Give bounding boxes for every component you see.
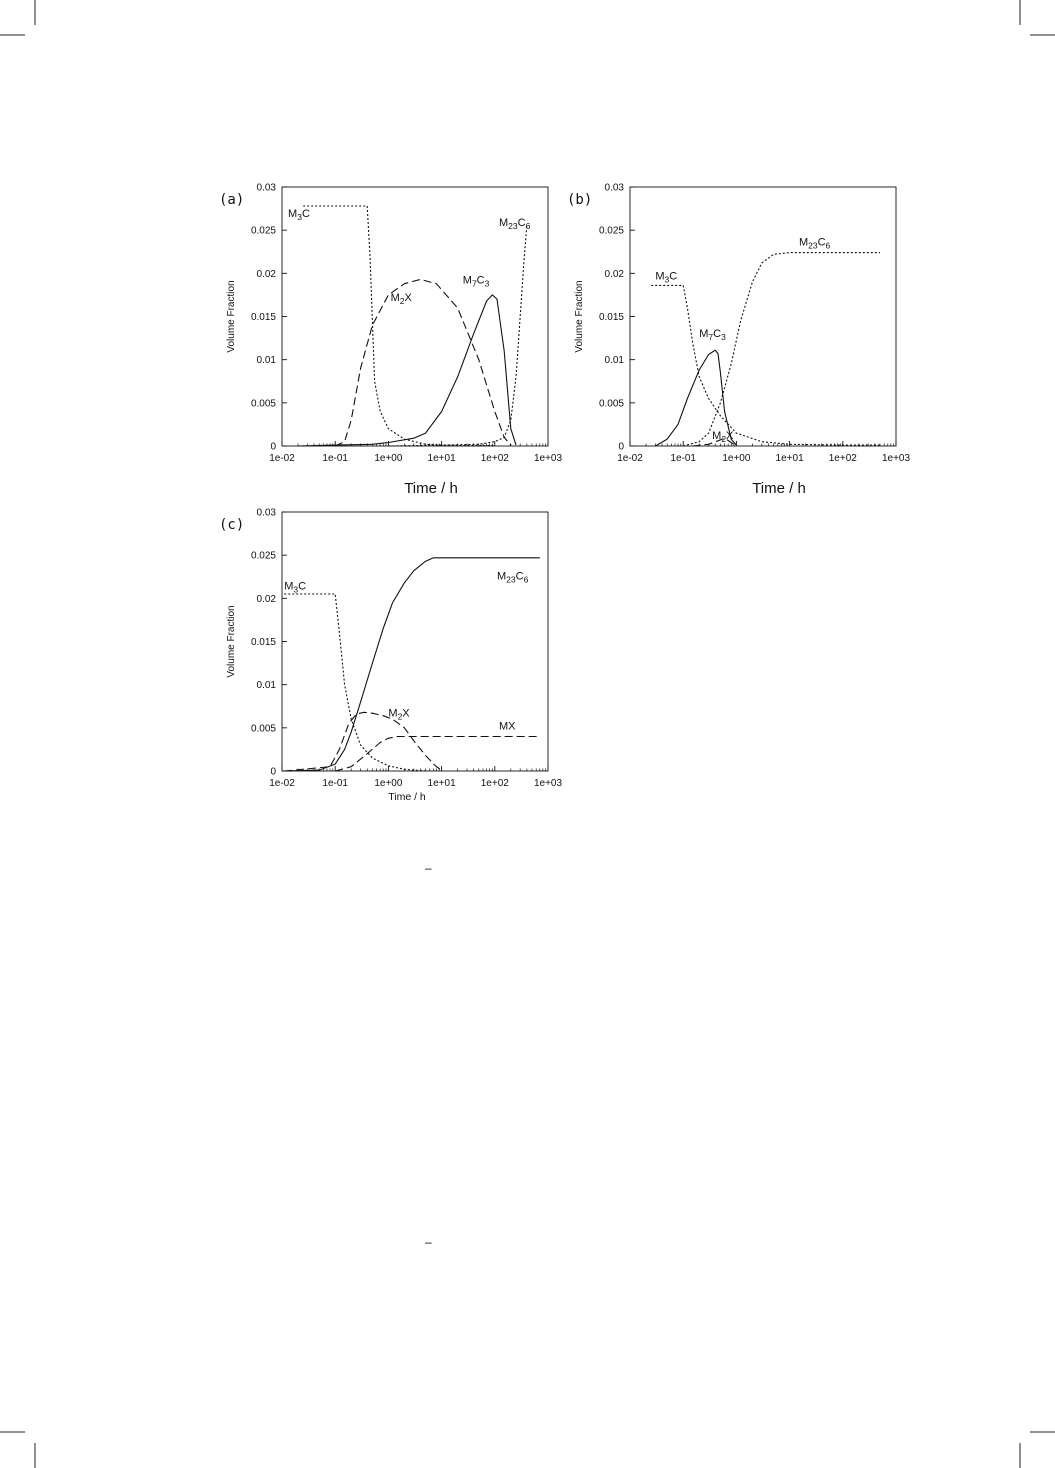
y-axis-label: Volume Fraction: [226, 605, 237, 678]
x-tick-label: 1e-01: [322, 453, 348, 464]
chart-panel: [567, 183, 910, 498]
chart-panel: [219, 183, 562, 498]
stray-dash-mark: –: [425, 861, 432, 875]
series-annotation: $M_2X$: [390, 291, 412, 306]
x-tick-label: 1e+00: [722, 453, 751, 464]
x-axis-label: Time / h: [752, 480, 806, 497]
panel-label: (a): [219, 192, 245, 208]
y-tick-label: 0.005: [598, 398, 624, 410]
series-line: [335, 737, 540, 772]
x-tick-label: 1e+02: [480, 453, 509, 464]
y-tick-label: 0.01: [256, 680, 276, 692]
x-tick-label: 1e+01: [427, 453, 456, 464]
y-tick-label: 0.005: [250, 723, 276, 735]
x-tick-label: 1e-02: [269, 778, 295, 789]
series-annotation: $M_7C_3$: [462, 274, 490, 289]
x-tick-label: 1e+03: [533, 778, 563, 789]
series-line: [335, 279, 511, 446]
y-tick-label: 0.025: [598, 225, 624, 237]
x-tick-label: 1e+02: [828, 453, 857, 464]
series-line: [298, 295, 516, 446]
series-annotation: $M_3C$: [288, 208, 310, 223]
panel-label: (c): [219, 517, 245, 533]
x-tick-label: 1e+02: [480, 778, 509, 789]
y-tick-label: 0: [618, 441, 624, 453]
x-tick-label: 1e+00: [374, 453, 403, 464]
series-annotation: $M_2X$: [388, 707, 410, 722]
y-tick-label: 0.01: [256, 355, 276, 367]
y-tick-label: 0.025: [250, 225, 276, 237]
plot-frame: [630, 187, 896, 446]
series-annotation: $M_{23}C_6$: [497, 570, 529, 585]
y-axis-label: Volume Fraction: [226, 280, 237, 353]
x-tick-label: 1e+03: [881, 453, 911, 464]
y-tick-label: 0: [270, 766, 276, 778]
series-annotation: $M_7C_3$: [699, 328, 726, 343]
series-line: [284, 712, 441, 771]
y-tick-label: 0.015: [250, 312, 276, 323]
series-line: [683, 253, 880, 446]
y-tick-label: 0.015: [598, 312, 624, 323]
y-axis-label: Volume Fraction: [574, 280, 585, 353]
x-axis-label: Time / h: [404, 480, 458, 497]
series-line: [388, 226, 526, 446]
x-tick-label: 1e-01: [322, 778, 348, 789]
series-line: [303, 206, 495, 446]
stray-dash-mark: –: [425, 1235, 432, 1249]
y-tick-label: 0.005: [250, 398, 276, 410]
series-annotation: $M_3C$: [655, 270, 678, 285]
y-tick-label: 0.03: [256, 182, 276, 194]
panel-label: (b): [567, 192, 593, 208]
series-annotation: $M_2X$: [712, 430, 734, 445]
series-line: [651, 285, 880, 445]
y-tick-label: 0.01: [604, 355, 624, 367]
y-tick-label: 0: [270, 441, 276, 453]
x-tick-label: 1e+01: [775, 453, 804, 464]
x-tick-label: 1e+00: [374, 778, 403, 789]
charts-layer: [219, 183, 910, 804]
series-annotation: $M_{23}C_6$: [499, 216, 531, 231]
y-tick-label: 0.02: [256, 268, 276, 280]
series-line: [655, 350, 736, 446]
series-line: [284, 594, 425, 771]
y-tick-label: 0.03: [604, 182, 624, 194]
y-tick-label: 0.02: [604, 268, 624, 280]
x-axis-label: Time / h: [388, 791, 426, 803]
series-annotation: $M_{23}C_6$: [798, 236, 831, 251]
y-tick-label: 0.025: [250, 550, 276, 562]
x-tick-label: 1e-01: [670, 453, 696, 464]
x-tick-label: 1e+01: [427, 778, 456, 789]
series-annotation: MX: [499, 720, 516, 733]
y-tick-label: 0.02: [256, 593, 276, 605]
x-tick-label: 1e-02: [269, 453, 295, 464]
y-tick-label: 0.015: [250, 637, 276, 648]
y-tick-label: 0.03: [256, 507, 276, 519]
series-annotation: $M_3C$: [284, 580, 307, 595]
chart-panel: [219, 508, 562, 804]
x-tick-label: 1e+03: [533, 453, 563, 464]
x-tick-label: 1e-02: [617, 453, 643, 464]
